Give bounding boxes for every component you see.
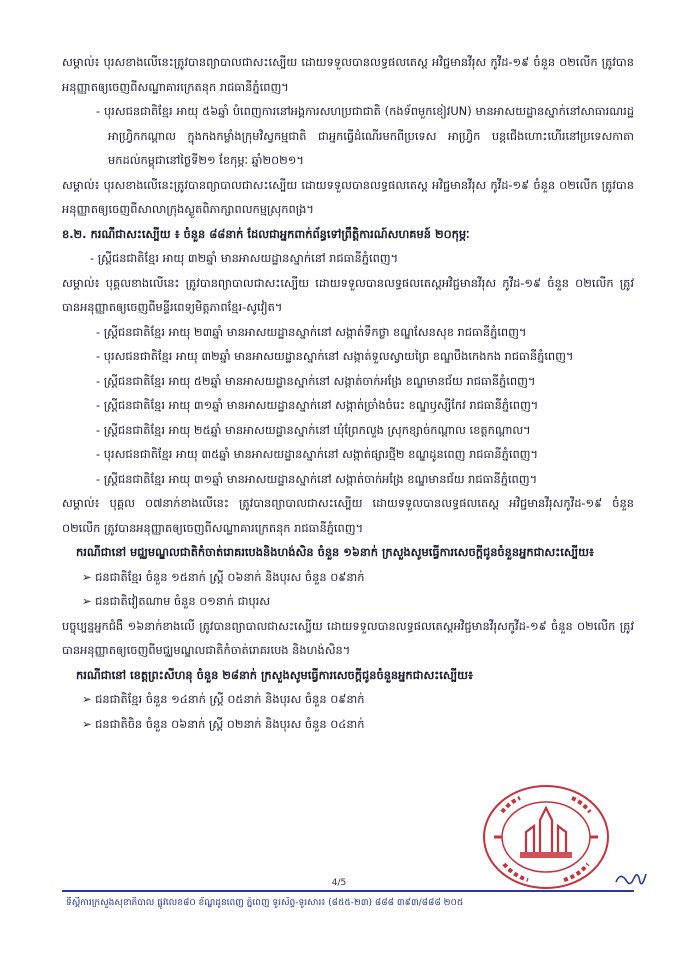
ministry-stamp [480,782,612,892]
case-item-3: - បុរសជនជាតិខ្មែរ អាយុ ៣២ឆ្នាំ មានអាសយដ្ឋានស្នាក់នៅ សង្កាត់ទួលស្វាយព្រៃ ខណ្ឌបឹងកេងកង រាជធានីភ្នំពេញ។ [96,349,574,363]
section-heading: ខ.២. ករណីជាសះស្បើយ ៖ ចំនួន ៨៨នាក់ ដែលជាអ្នកពាក់ព័ន្ធទៅព្រឹត្តិការណ៍សហគមន៍ ២០កុម្ភៈ [62,226,470,241]
case-item-4: - ស្ត្រីជនជាតិខ្មែរ អាយុ ៥២ឆ្នាំ មានអាសយដ្ឋានស្នាក់នៅ សង្កាត់ចាក់អង្រែ ខណ្ឌមានជ័យ រាជធានីភ្នំពេញ។ [96,373,536,388]
province-heading: ករណីជានៅ ខេត្តព្រះសីហនុ ចំនួន ២៨នាក់ ក្រសួងសូមធ្វើការសេចក្តីជូនចំនួនអ្នកជាសះស្បើយ៖ [76,667,474,682]
case-item-5: - ស្ត្រីជនជាតិខ្មែរ អាយុ ៣១ឆ្នាំ មានអាសយដ្ឋានស្នាក់នៅ សង្កាត់ច្រាំងចំរេះ ខណ្ឌឫស្សីកែវ រាជធានីភ្នំពេញ។ [96,398,539,412]
case-paragraph-1: - បុរសជនជាតិខ្មែរ អាយុ ៥៦ឆ្នាំ បំពេញការនៅអង្គការសហប្រជាជាតិ (កងទ័ពមួកខៀវUN) មានអាសយដ្ឋានស្នាក់នៅសាធារណរដ្ឋអាហ្វ្រិកកណ្តាល ក្នុងកងកម្លាំងក្រុមវិស្វកម្មជាតិ ជាអ្នកធ្វើដំណើរមកពីប្រទេស អាហ្វ្រិក បន្តជើងហោះហើរនៅប្រទេសកាតា មកដល់កម្ពុជានៅថ្ងៃទី២១ ខែកុម្ភៈ ឆ្នាំ២០២១។ [96,104,634,167]
bullet-khmer-2: ➢ ជនជាតិខ្មែរ ចំនួន ១៤នាក់ ស្ត្រី ០៥នាក់ និងបុរស ចំនួន ០៩នាក់ [82,692,365,706]
document-body [62,50,634,736]
note-paragraph-2: សម្គាល់៖ បុរសខាងលើនេះត្រូវបានព្យាបាលជាសះស្បើយ ដោយទទួលបានលទ្ធផលតេស្ត អវិជ្ជមានវីរុស កូវីដ-១៩ ចំនួន ០២លើក ត្រូវបានអនុញ្ញាតឲ្យចេញពីសាលាក្រុងស្ងួតពិភាក្សាពលកម្មស្រុកពង្រ។ [62,177,634,216]
footer-address: ទីស្តីការក្រសួងសុខាភិបាល ផ្លូវលេខ៨០ ខ័ណ្ឌដូនពេញ ភ្នំពេញ ទូរស័ព្ទ-ទូរសារ៖ (៨៥៥-២៣) ៨៨៨ ៣៩៣/៨៨៨ ២០៥ [66,898,464,908]
bullet-khmer-1: ➢ ជនជាតិខ្មែរ ចំនួន ១៥នាក់ ស្ត្រី ០៦នាក់ និងបុរស ចំនួន ០៩នាក់ [82,569,365,584]
note-paragraph-1: សម្គាល់៖ បុរសខាងលើនេះត្រូវបានព្យាបាលជាសះស្បើយ ដោយទទួលបានលទ្ធផលតេស្ត អវិជ្ជមានវីរុស កូវីដ-១៩ ចំនួន ០២លើក ត្រូវបានអនុញ្ញាតឲ្យចេញពីសណ្ឋាគារក្រេតនុក រាជធានីភ្នំពេញ។ [62,55,634,94]
case-item-6: - ស្ត្រីជនជាតិខ្មែរ អាយុ ២៥ឆ្នាំ មានអាសយដ្ឋានស្នាក់នៅ ឃុំព្រែកលួង ស្រុកខ្សាច់កណ្តាល ខេត្តកណ្តាល។ [96,422,531,437]
note-paragraph-4: សម្គាល់៖ បុគ្គល ០៧នាក់ខាងលើនេះ ត្រូវបានព្យាបាលជាសះស្បើយ ដោយទទួលបានលទ្ធផលតេស្ត អវិជ្ជមានវីរុសកូវីដ-១៩ ចំនួន ០២លើក ត្រូវបានអនុញ្ញាតឲ្យចេញពីសណ្ឋាគារក្រេតនុក រាជធានីភ្នំពេញ។ [62,496,634,535]
footer-divider [62,890,634,892]
case-item-2: - ស្ត្រីជនជាតិខ្មែរ អាយុ ២៣ឆ្នាំ មានអាសយដ្ឋានស្នាក់នៅ សង្កាត់ទឹកថ្លា ខណ្ឌសែនសុខ រាជធានីភ្នំពេញ។ [96,324,527,339]
page-number: 4/5 [331,878,347,888]
case-item-8: - ស្ត្រីជនជាតិខ្មែរ អាយុ ៣១ឆ្នាំ មានអាសយដ្ឋានស្នាក់នៅ សង្កាត់ចាក់អង្រែ ខណ្ឌមានជ័យ រាជធានីភ្នំពេញ។ [96,471,538,486]
bullet-chinese: ➢ ជនជាតិចិន ចំនួន ០៦នាក់ ស្ត្រី ០២នាក់ និងបុរស ចំនួន ០៤នាក់ [82,716,365,731]
case-item-1: - ស្ត្រីជនជាតិខ្មែរ អាយុ ៣២ឆ្នាំ មានអាសយដ្ឋានស្នាក់នៅ រាជធានីភ្នំពេញ។ [90,251,399,265]
bullet-vietnamese: ➢ ជនជាតិវៀតណាម ចំនួន ០១នាក់ ជាបុរស [82,594,271,608]
note-paragraph-3: សម្គាល់៖ បុគ្គលខាងលើនេះ ត្រូវបានព្យាបាលជាសះស្បើយ ដោយទទួលបានលទ្ធផលតេស្តអវិជ្ជមានវីរុស កូវីដ-១៩ ចំនួន ០២លើក ត្រូវបានអនុញ្ញាតឲ្យចេញពីមន្ទីរពេទ្យមិត្តភាពខ្មែរ-សូវៀត។ [62,275,634,314]
center-heading: ករណីជានៅ មជ្ឈមណ្ឌលជាតិកំចាត់រោគរបេងនិងហង់សិន ចំនួន ១៦នាក់ ក្រសួងសូមធ្វើការសេចក្តីជូនចំនួនអ្នកជាសះស្បើយ៖ [76,545,594,559]
summary-paragraph: បច្ចុប្បន្នអ្នកជំងឺ ១៦នាក់ខាងលើ ត្រូវបានព្យាបាលជាសះស្បើយ ដោយទទួលបានលទ្ធផលតេស្តអវិជ្ជមានវីរុសកូវីដ-១៩ ចំនួន ០២លើក ត្រូវបានអនុញ្ញាតឲ្យចេញពីមជ្ឈមណ្ឌលជាតិកំចាត់រោគរបេង និងហង់សិន។ [62,618,634,657]
case-item-7: - បុរសជនជាតិខ្មែរ អាយុ ៣៥ឆ្នាំ មានអាសយដ្ឋានស្នាក់នៅ សង្កាត់ផ្សារថ្មី២ ខណ្ឌដូនពេញ រាជធានីភ្នំពេញ។ [96,447,539,461]
